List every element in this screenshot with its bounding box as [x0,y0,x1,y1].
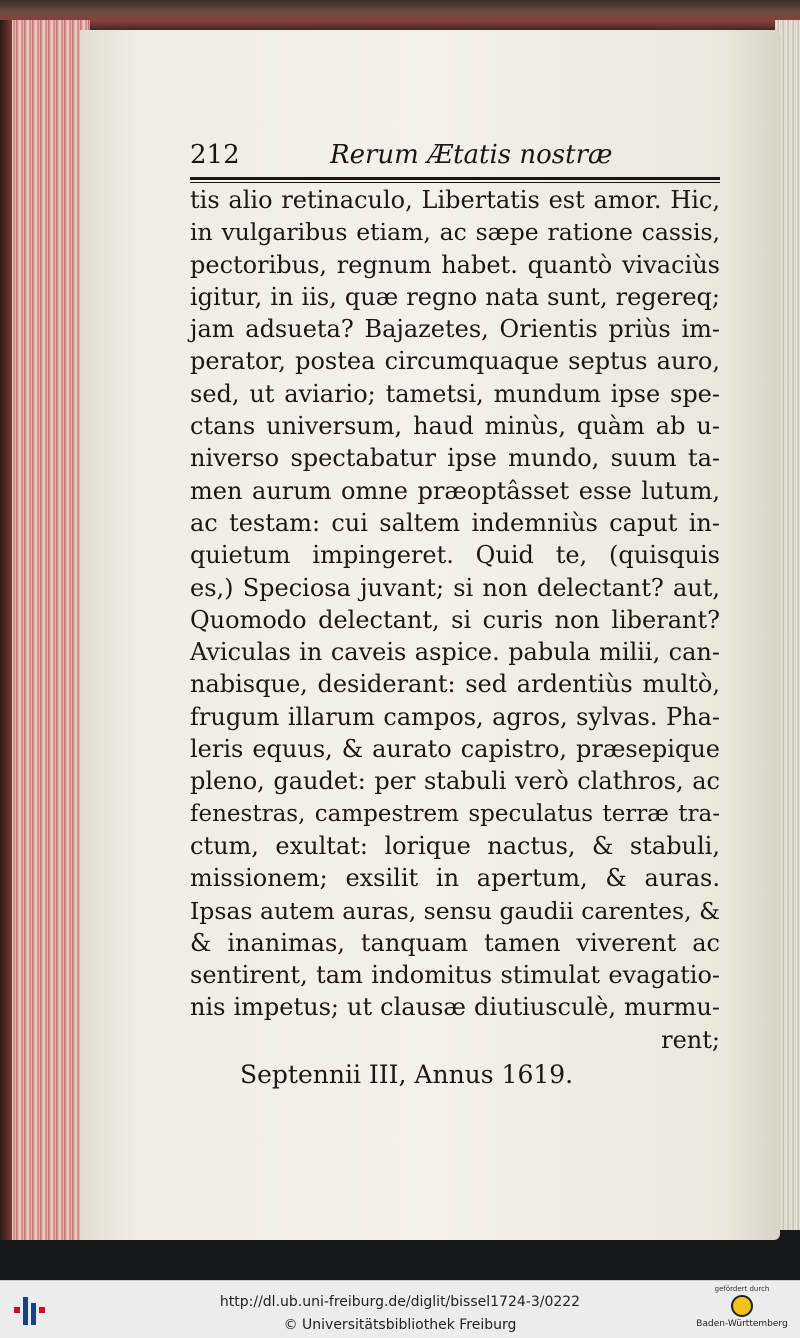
text-line: Quomodo delectant, si curis non liberant? [190,605,720,634]
text-line: rent; [661,1025,720,1054]
coat-of-arms-icon [731,1295,753,1317]
running-title: Rerum Ætatis nostræ [330,140,613,170]
text-line: & inanimas, tanquam tamen viverent ac [190,928,720,957]
footer-bar [0,1280,800,1338]
binding-shadow [0,20,12,1240]
copyright-text: © Universitätsbibliothek Freiburg [283,1317,517,1333]
permalink-url[interactable]: http://dl.ub.uni-freiburg.de/diglit/bissel1724-3/0222 [219,1294,581,1310]
text-line: sentirent, tam indomitus stimulat evagatio- [190,961,720,990]
header-rule [190,177,720,183]
text-line: men aurum omne præoptâsset esse lutum, [190,476,720,505]
text-line: jam adsueta? Bajazetes, Orientis priùs im- [190,315,720,344]
text-line: in vulgaribus etiam, ac sæpe ratione cassis, [190,218,720,247]
page-number: 212 [190,140,240,170]
text-line: perator, postea circumquaque septus auro, [190,347,720,376]
sponsor-label: gefördert durch [714,1285,770,1293]
text-line: fenestras, campestrem speculatus terræ tra- [190,800,720,827]
text-line: pleno, gaudet: per stabuli verò clathros, ac [190,767,720,796]
text-line: igitur, in iis, quæ regno nata sunt, regereq; [190,282,720,311]
text-line: Aviculas in caveis aspice. pabula milii, can- [190,638,720,667]
text-line: Ipsas autem auras, sensu gaudii carentes, & [190,896,720,925]
text-line: ctans universum, haud minùs, quàm ab u- [190,412,720,441]
sponsor-logo [692,1285,792,1337]
text-line: leris equus, & aurato capistro, præsepique [190,735,720,764]
text-line: nis impetus; ut clausæ diutiusculè, murmu- [190,993,720,1022]
text-line: tis alio retinaculo, Libertatis est amor. Hic, [190,186,720,214]
body-text [190,184,720,1056]
text-line: missionem; exsilit in apertum, & auras. [190,864,720,893]
text-line: niverso spectabatur ipse mundo, suum ta- [190,444,720,473]
text-line: nabisque, desiderant: sed ardentiùs multò, [190,670,720,699]
sponsor-name: Baden-Württemberg [696,1319,788,1329]
text-line: frugum illarum campos, agros, sylvas. Pha- [190,702,720,731]
text-line: es,) Speciosa juvant; si non delectant? aut, [190,573,720,602]
text-line: quietum impingeret. Quid te, (quisquis [190,541,720,570]
text-line: sed, ut aviario; tametsi, mundum ipse spe- [190,379,720,408]
text-line: ctum, exultat: lorique nactus, & stabuli, [190,831,720,860]
signature-line: Septennii III, Annus 1619. [240,1060,574,1089]
page-edges-left [0,20,90,1240]
book-top-edge [0,0,800,30]
running-head [190,140,720,180]
text-line: pectoribus, regnum habet. quantò vivaciùs [190,250,720,279]
text-line: ac testam: cui saltem indemniùs caput in- [190,508,720,537]
